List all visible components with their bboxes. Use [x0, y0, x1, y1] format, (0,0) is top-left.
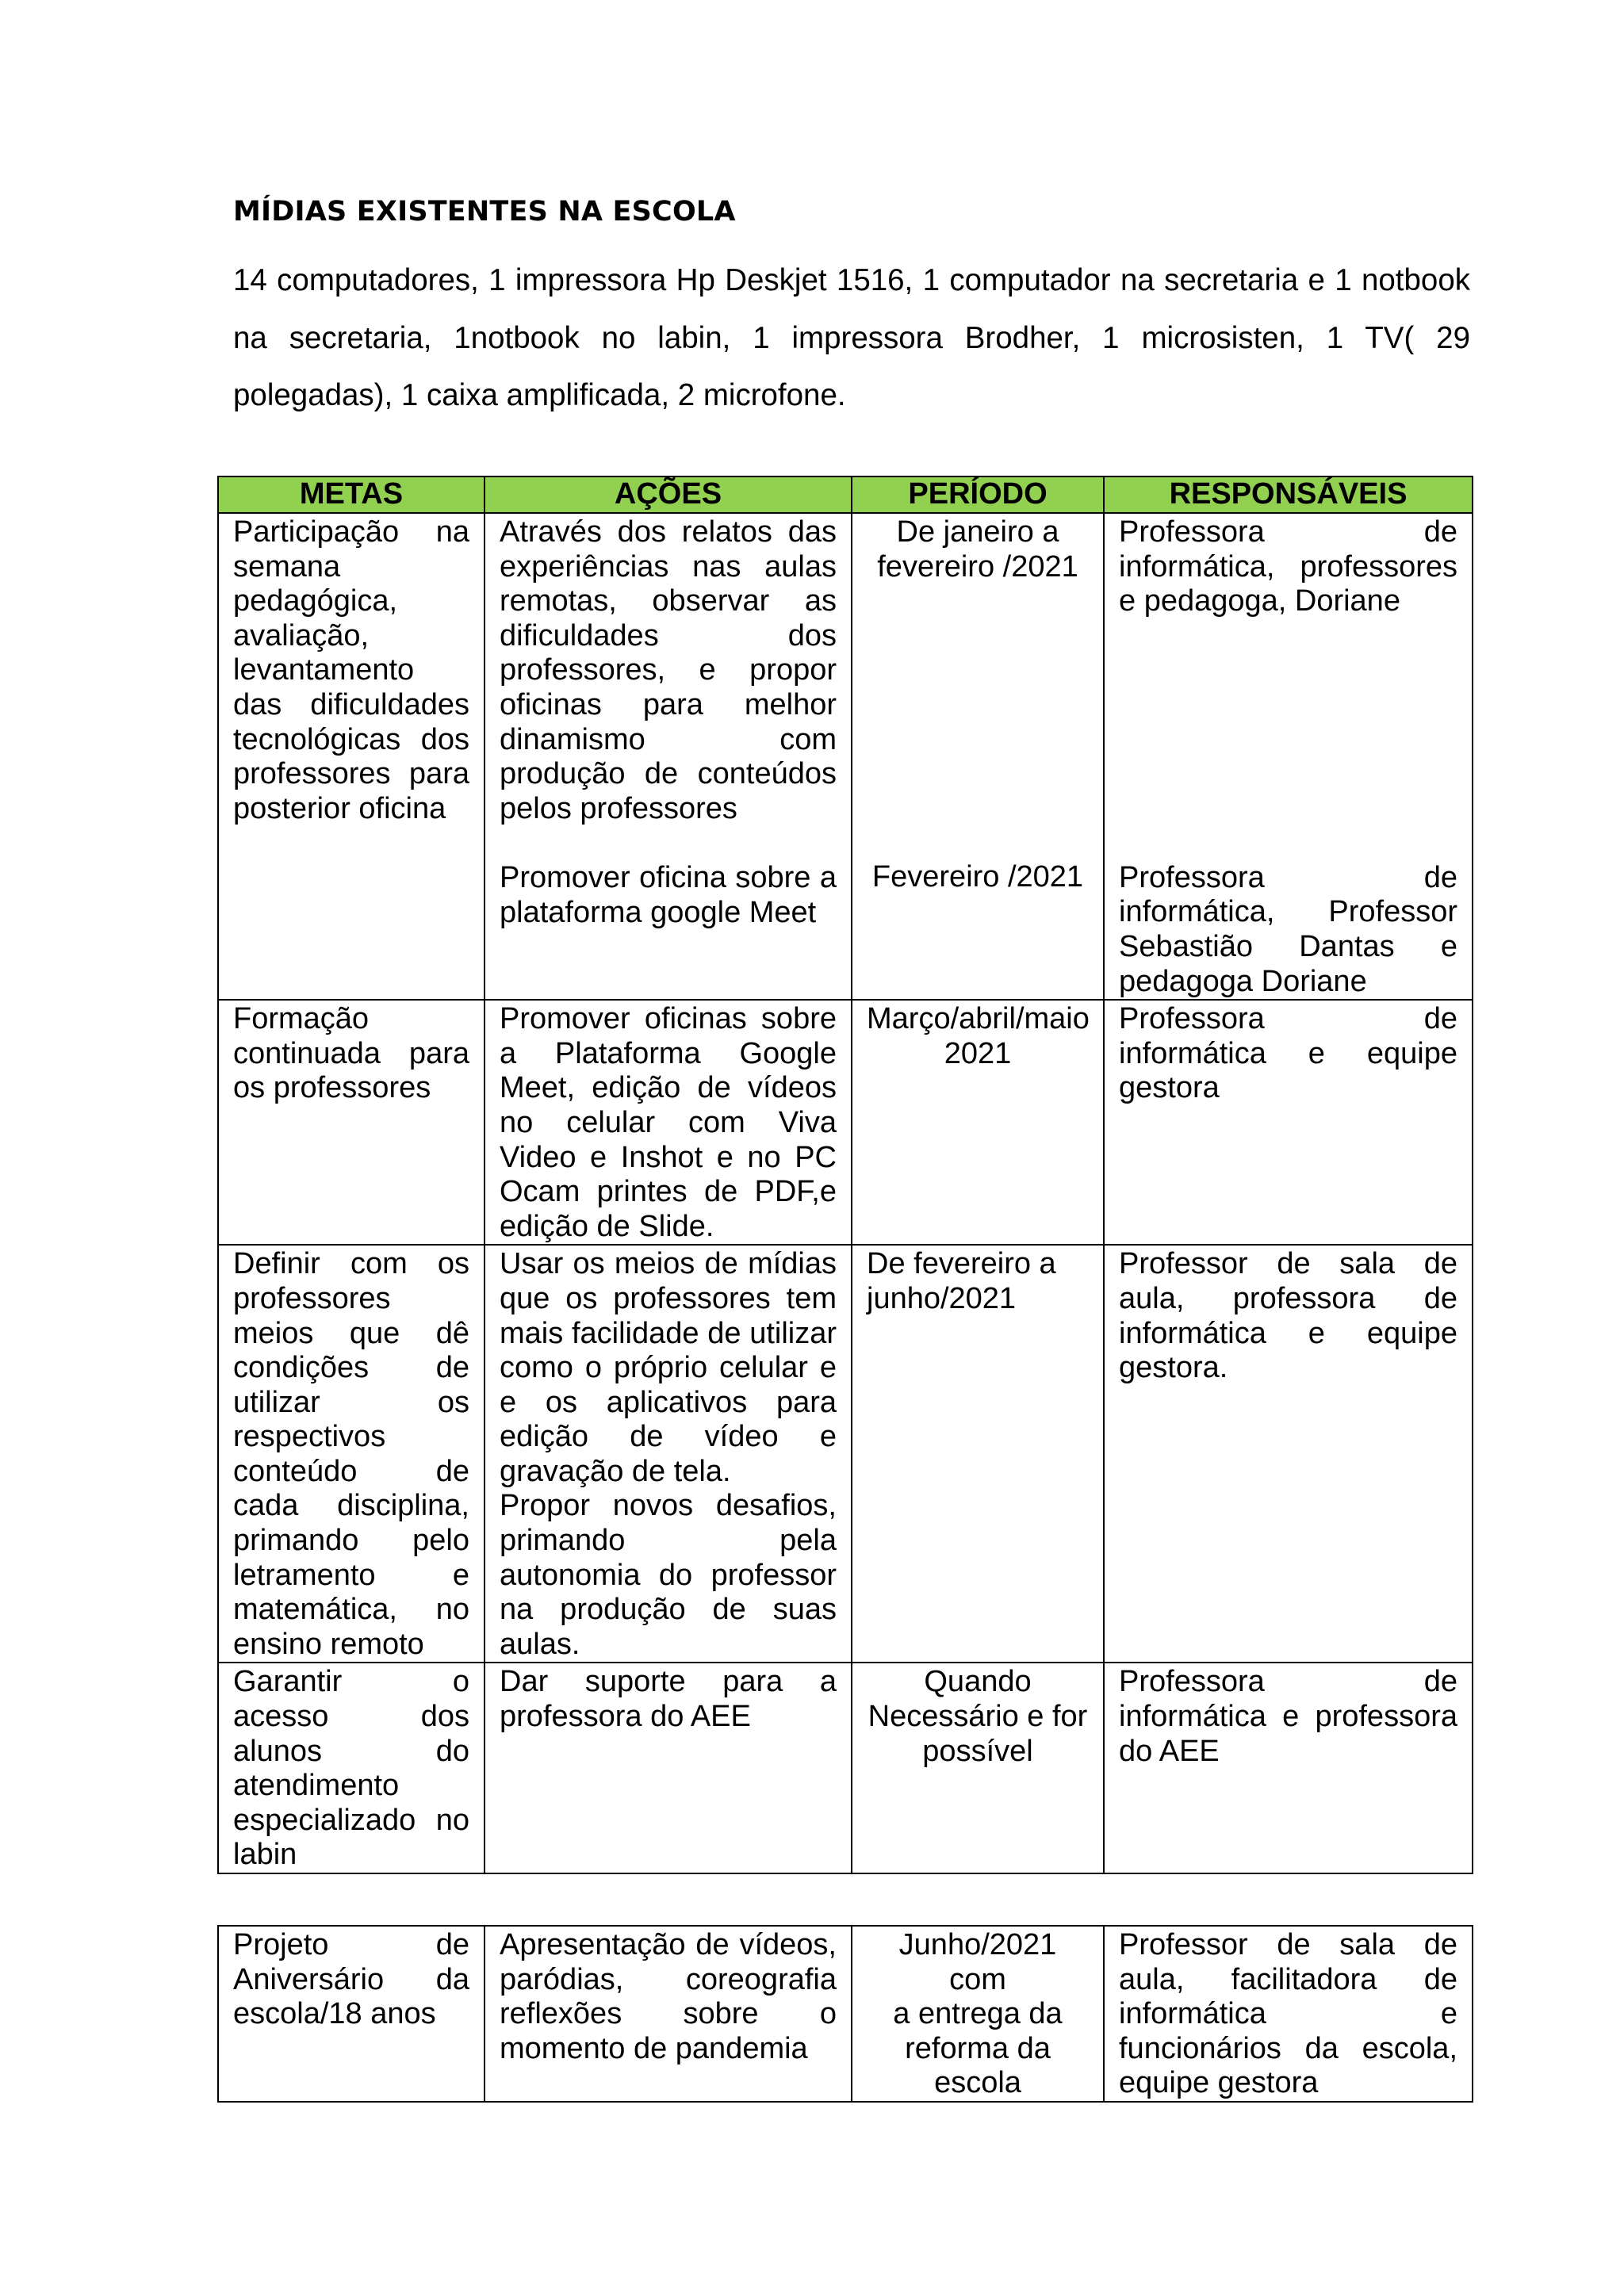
table-header-row	[218, 476, 1473, 513]
media-inventory-text: 14 computadores, 1 impressora Hp Deskjet 1516, 1 computador na secretaria e 1 notbook na secretaria, 1notbook no labin, 1 impressora Brodher, 1 microsisten, 1 TV( 29 polegadas), 1 caixa amplificada, 2 microfone.	[233, 263, 1470, 412]
anniversary-project-table	[217, 1925, 1473, 2103]
cell-acao	[485, 513, 852, 1000]
cell-periodo	[852, 1926, 1104, 2102]
header-metas: METAS	[218, 476, 485, 513]
acao-text: Através dos relatos das experiências nas aulas remotas, observar as dificuldades dos professores, e propor oficinas para melhor dinamismo com produção de conteúdos pelos professores	[500, 515, 837, 825]
cell-responsaveis	[1104, 1245, 1473, 1663]
responsaveis-text-2: Professora de informática, Professor Sebastião Dantas e pedagoga Doriane	[1119, 860, 1457, 998]
media-inventory-paragraph	[233, 252, 1470, 425]
acao-text-2: Propor novos desafios, primando pela autonomia do professor na produção de suas aulas.	[500, 1489, 837, 1661]
page-heading: MÍDIAS EXISTENTES NA ESCOLA	[233, 196, 736, 228]
cell-acao	[485, 1245, 852, 1663]
responsaveis-text: Professora de informática e professora do AEE	[1119, 1665, 1457, 1768]
cell-meta	[218, 1926, 485, 2102]
header-acoes: AÇÕES	[485, 476, 852, 513]
cell-responsaveis	[1104, 1000, 1473, 1245]
periodo-text: Março/abril/maio 2021	[867, 1002, 1090, 1070]
meta-text: Participação na semana pedagógica, avaliação, levantamento das dificuldades tecnológicas dos professores para posterior oficina	[233, 515, 469, 825]
periodo-text-2: Fevereiro /2021	[871, 860, 1084, 894]
responsaveis-text: Professor de sala de aula, facilitadora de informática e funcionários da escola, equipe gestora	[1119, 1928, 1457, 2100]
cell-meta	[218, 1245, 485, 1663]
acao-text: Usar os meios de mídias que os professores tem mais facilidade de utilizar como o próprio celular e e os aplicativos para edição de vídeo e gravação de tela.	[500, 1247, 837, 1488]
meta-text: Garantir o acesso dos alunos do atendimento especializado no labin	[233, 1665, 469, 1872]
cell-meta	[218, 1000, 485, 1245]
meta-text: Definir com os professores meios que dê condições de utilizar os respectivos conteúdo de cada disciplina, primando pelo letramento e matemática, no ensino remoto	[233, 1247, 469, 1661]
cell-periodo	[852, 1245, 1104, 1663]
acao-text: Dar suporte para a professora do AEE	[500, 1665, 837, 1734]
acao-text-2: Promover oficina sobre a plataforma google Meet	[500, 860, 837, 929]
cell-acao	[485, 1663, 852, 1873]
responsaveis-text: Professora de informática, professores e pedagoga, Doriane	[1119, 515, 1457, 618]
header-responsaveis: RESPONSÁVEIS	[1104, 476, 1473, 513]
table-row	[218, 1926, 1473, 2102]
meta-text: Projeto de Aniversário da escola/18 anos	[233, 1928, 469, 2031]
cell-periodo	[852, 1663, 1104, 1873]
periodo-text: De janeiro a fevereiro /2021	[877, 515, 1078, 584]
cell-responsaveis	[1104, 1926, 1473, 2102]
periodo-text: De fevereiro a junho/2021	[867, 1247, 1056, 1315]
table-row	[218, 1000, 1473, 1245]
acao-text: Promover oficinas sobre a Plataforma Google Meet, edição de vídeos no celular com Viva Video e Inshot e no PC Ocam printes de PDF,e edição de Slide.	[500, 1002, 837, 1243]
header-periodo: PERÍODO	[852, 476, 1104, 513]
table-row	[218, 513, 1473, 1000]
cell-responsaveis	[1104, 513, 1473, 1000]
cell-acao	[485, 1000, 852, 1245]
responsaveis-text: Professora de informática e equipe gestora	[1119, 1002, 1457, 1105]
cell-periodo	[852, 1000, 1104, 1245]
table-row	[218, 1245, 1473, 1663]
cell-responsaveis	[1104, 1663, 1473, 1873]
meta-text: Formação continuada para os professores	[233, 1002, 469, 1105]
action-plan-table	[217, 476, 1473, 1874]
acao-text: Apresentação de vídeos, paródias, coreografia reflexões sobre o momento de pandemia	[500, 1928, 837, 2065]
periodo-text: Quando Necessário e for possível	[868, 1665, 1088, 1768]
cell-acao	[485, 1926, 852, 2102]
cell-meta	[218, 1663, 485, 1873]
cell-meta	[218, 513, 485, 1000]
cell-periodo	[852, 513, 1104, 1000]
periodo-text: Junho/2021 com a entrega da reforma da escola	[893, 1928, 1063, 2100]
responsaveis-text: Professor de sala de aula, professora de informática e equipe gestora.	[1119, 1247, 1457, 1385]
table-row	[218, 1663, 1473, 1873]
